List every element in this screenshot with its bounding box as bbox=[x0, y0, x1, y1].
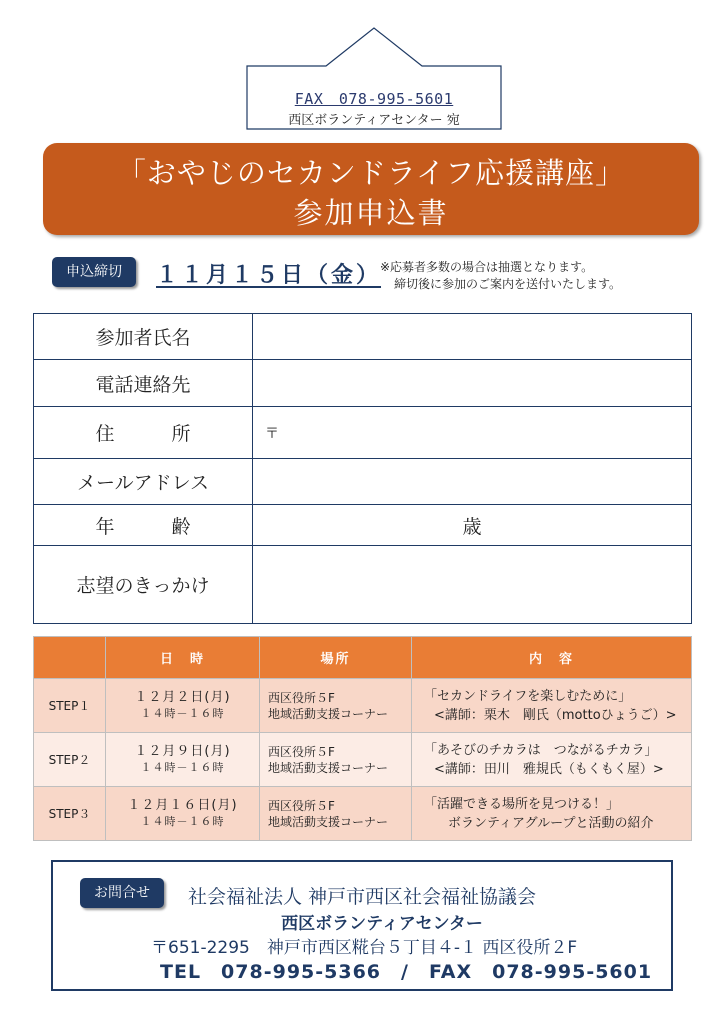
session-time: １４時－１６時 bbox=[140, 706, 225, 720]
page-title: 「おやじのセカンドライフ応援講座」 bbox=[116, 156, 626, 190]
form-row-email bbox=[34, 459, 692, 505]
schedule-header-row bbox=[34, 637, 692, 679]
column-header: 内 容 bbox=[412, 637, 692, 679]
place-line: 西区役所５F bbox=[268, 690, 335, 705]
content-detail: ボランティアグループと活動の紹介 bbox=[448, 815, 654, 831]
address-label: 住 所 bbox=[34, 407, 253, 459]
age-field[interactable] bbox=[253, 505, 692, 546]
session-time: １４時－１６時 bbox=[140, 760, 225, 774]
address-field[interactable] bbox=[253, 407, 692, 459]
session-place bbox=[260, 787, 412, 841]
content-title: 「活躍できる場所を見つける！」 bbox=[424, 796, 620, 812]
session-date: １２月１６日(月) bbox=[127, 797, 238, 813]
age-suffix: 歳 bbox=[462, 515, 482, 538]
table-row bbox=[34, 679, 692, 733]
session-time: １４時－１６時 bbox=[140, 814, 225, 828]
title-banner bbox=[43, 143, 699, 235]
form-row-phone bbox=[34, 360, 692, 407]
name-label: 参加者氏名 bbox=[34, 314, 253, 360]
session-place bbox=[260, 733, 412, 787]
step-label: STEP２ bbox=[34, 733, 106, 787]
form-row-motivation bbox=[34, 546, 692, 624]
form-row-name bbox=[34, 314, 692, 360]
phone-field[interactable] bbox=[253, 360, 692, 407]
content-title: 「あそびのチカラは つながるチカラ」 bbox=[424, 742, 658, 758]
phone-label: 電話連絡先 bbox=[34, 360, 253, 407]
place-line: 地域活動支援コーナー bbox=[268, 706, 389, 721]
deadline-note: 締切後に参加のご案内を送付いたします。 bbox=[394, 277, 622, 291]
deadline-badge: 申込締切 bbox=[52, 257, 136, 287]
deadline-date: １１月１５日（金） bbox=[156, 263, 382, 288]
motivation-field[interactable] bbox=[253, 546, 692, 624]
email-field[interactable] bbox=[253, 459, 692, 505]
step-label: STEP１ bbox=[34, 679, 106, 733]
session-datetime bbox=[106, 733, 260, 787]
age-label: 年 齢 bbox=[34, 505, 253, 546]
content-detail: <講師：栗木 剛氏（mottoひょうご）> bbox=[434, 707, 677, 723]
page-subtitle: 参加申込書 bbox=[293, 196, 449, 230]
session-date: １２月２日(月) bbox=[134, 689, 231, 705]
place-line: 西区役所５F bbox=[268, 744, 335, 759]
form-row-age bbox=[34, 505, 692, 546]
column-header bbox=[34, 637, 106, 679]
session-date: １２月９日(月) bbox=[134, 743, 231, 759]
fax-destination: 西区ボランティアセンター 宛 bbox=[288, 113, 460, 128]
name-field[interactable] bbox=[253, 314, 692, 360]
column-header: 日 時 bbox=[106, 637, 260, 679]
schedule-table bbox=[33, 636, 692, 841]
session-content bbox=[412, 733, 692, 787]
contact-tel-fax: TEL 078-995-5366 / FAX 078-995-5601 bbox=[160, 961, 653, 983]
session-datetime bbox=[106, 679, 260, 733]
table-row bbox=[34, 787, 692, 841]
place-line: 地域活動支援コーナー bbox=[268, 760, 389, 775]
content-detail: <講師：田川 雅規氏（もくもく屋）> bbox=[434, 761, 664, 777]
contact-box bbox=[51, 860, 673, 991]
session-datetime bbox=[106, 787, 260, 841]
motivation-label: 志望のきっかけ bbox=[34, 546, 253, 624]
deadline-note: ※応募者多数の場合は抽選となります。 bbox=[380, 260, 594, 274]
postal-mark: 〒 bbox=[265, 425, 279, 442]
step-label: STEP３ bbox=[34, 787, 106, 841]
form-row-address bbox=[34, 407, 692, 459]
fax-header bbox=[246, 26, 502, 130]
content-title: 「セカンドライフを楽しむために」 bbox=[424, 688, 632, 704]
fax-number: FAX 078-995-5601 bbox=[294, 90, 454, 108]
table-row bbox=[34, 733, 692, 787]
column-header: 場所 bbox=[260, 637, 412, 679]
place-line: 西区役所５F bbox=[268, 798, 335, 813]
contact-address: 〒651-2295 神戸市西区糀台５丁目４-１ 西区役所２F bbox=[151, 938, 578, 958]
session-content bbox=[412, 787, 692, 841]
contact-organization: 社会福祉法人 神戸市西区社会福祉協議会 bbox=[188, 886, 537, 908]
email-label: メールアドレス bbox=[34, 459, 253, 505]
session-place bbox=[260, 679, 412, 733]
contact-center-name: 西区ボランティアセンター bbox=[281, 914, 483, 934]
contact-badge: お問合せ bbox=[80, 878, 164, 908]
session-content bbox=[412, 679, 692, 733]
application-form bbox=[33, 313, 692, 624]
place-line: 地域活動支援コーナー bbox=[268, 814, 389, 829]
